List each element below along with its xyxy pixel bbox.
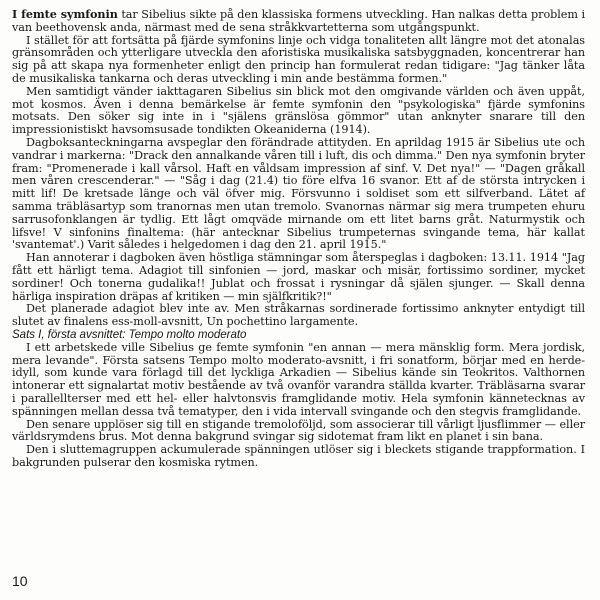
paragraph-adagio: Det planerade adagiot blev inte av. Men stråkarnas sordinerade fortissimo anknyter entydigt till slutet av finalens ess-moll-avsnitt, Un pochettino largamente.	[12, 302, 585, 329]
paragraph-form: I stället för att fortsätta på fjärde symfonins linje och vidga tonaliteten allt längre mot det atonalas gränsområden och ytterligare utveckla den aforistiska musikaliska satsbyggnaden, koncentrerar han sig på att skapa nya formenheter enligt den princip han formulerat redan tidigare: "Jag tänker låta de musikaliska tankarna och deras utveckling i min ande bestämma formen."	[12, 33, 585, 85]
lead-phrase: I femte symfonin	[12, 7, 118, 21]
paragraph-intro	[12, 8, 585, 35]
paragraph-intro-text: tar Sibelius sikte på den klassiska formens utveckling. Han nalkas detta problem i van beethovensk anda, närmast med de sena stråkkvartetterna som utgångspunkt.	[12, 8, 585, 34]
section-heading: Sats I, första avsnittet: Tempo molto moderato	[12, 327, 247, 341]
paragraph-tremolo: Den senare upplöser sig till en stigande tremolofölјd, som associerar till vårligt ljusflimmer — eller världsrymdens brus. Mot denna bakgrund svingar sig sidotemat fram likt en planet i sin bana.	[12, 417, 585, 444]
paragraph-movement-one: I ett arbetskede ville Sibelius ge femte symfonin "en annan — mera mänsklig form. Mera jordisk, mera levande". Första satsens Tempo molto moderato-avsnitt, i fri sonatform, börjar med en herde-idyll, som kunde vara förlagd till det lyckliga Arkadien — Sibelius kände sin Teokritos. Valthornen intonerar ett signalartat motiv bestående av två ovanför varandra ställda kvarter. Träbläsarna svarar i parallellterser med ett hel- eller halvtonsvis framglidande motiv. Hela symfonin kännetecknas av spänningen mellan dessa två tematyper, den i vida intervall svingande och den stegvis framglidande.	[12, 340, 585, 418]
page-number: 10	[12, 573, 28, 589]
paragraph-diary-autumn: Han annoterar i dagboken även höstliga stämningar som återspeglas i dagboken: 13.11. 1914 "Jag fått ett härligt tema. Adagiot till sinfonien — jord, maskar och misär, fortissimo sordiner, mycket sordiner! Och tonerna gudalika!! Jublat och frossat i rysningar då själen sjunger. — Skall denna härliga inspiration dräpas af kritiken — min själfkritik?!"	[12, 251, 585, 303]
body-text	[12, 8, 585, 470]
paragraph-closing-group: Den i sluttemagruppen ackumulerade spänningen utlöser sig i bleckets stigande trappformation. I bakgrunden pulserar den kosmiska rytmen.	[12, 443, 585, 469]
paragraph-diary-spring: Dagboksanteckningarna avspeglar den förändrade attityden. En aprildag 1915 är Sibelius ute och vandrar i markerna: "Drack den annalkande våren till i luft, dis och dimma." Den nya symfonin bryter fram: "Promenerade i kall vårsol. Haft en våldsam impression af sinf. V. Det nya!" — "Dagen gråkall men våren crescenderar." — "Såg i dag (21.4) tio före elfva 16 svanor. Ett af de största intrycken i mitt lif! De kretsade länge och väl öfver mig. Försvunno i soldiset som ett silfverband. Lätet af samma träbläsartyp som tranornas men utan tremolo. Svanornas närmar sig mera trumpeten ehuru sarrusofonklangen är tydlig. Ett lågt omqväde mirnande om ett litet barns gråt. Naturmystik och lifsve! V sinfonins finaltema: (här antecknar Sibelius trumpeternas svingande tema, här kallat 'svantemat'.) Varit således i helgedomen i dag den 21. april 1915."	[12, 135, 585, 252]
paragraph-cosmos: Men samtidigt vänder iakttagaren Sibelius sin blick mot den omgivande världen och även uppåt, mot kosmos. Även i denna bemärkelse är femte symfonin den "psykologiska" fjärde symfonins motsats. Den söker sig inte in i "själens gränslösa gömmor" utan anknyter snarare till den impressionistiskt havsomsusade tondikten Okeaniderna (1914).	[12, 84, 585, 137]
